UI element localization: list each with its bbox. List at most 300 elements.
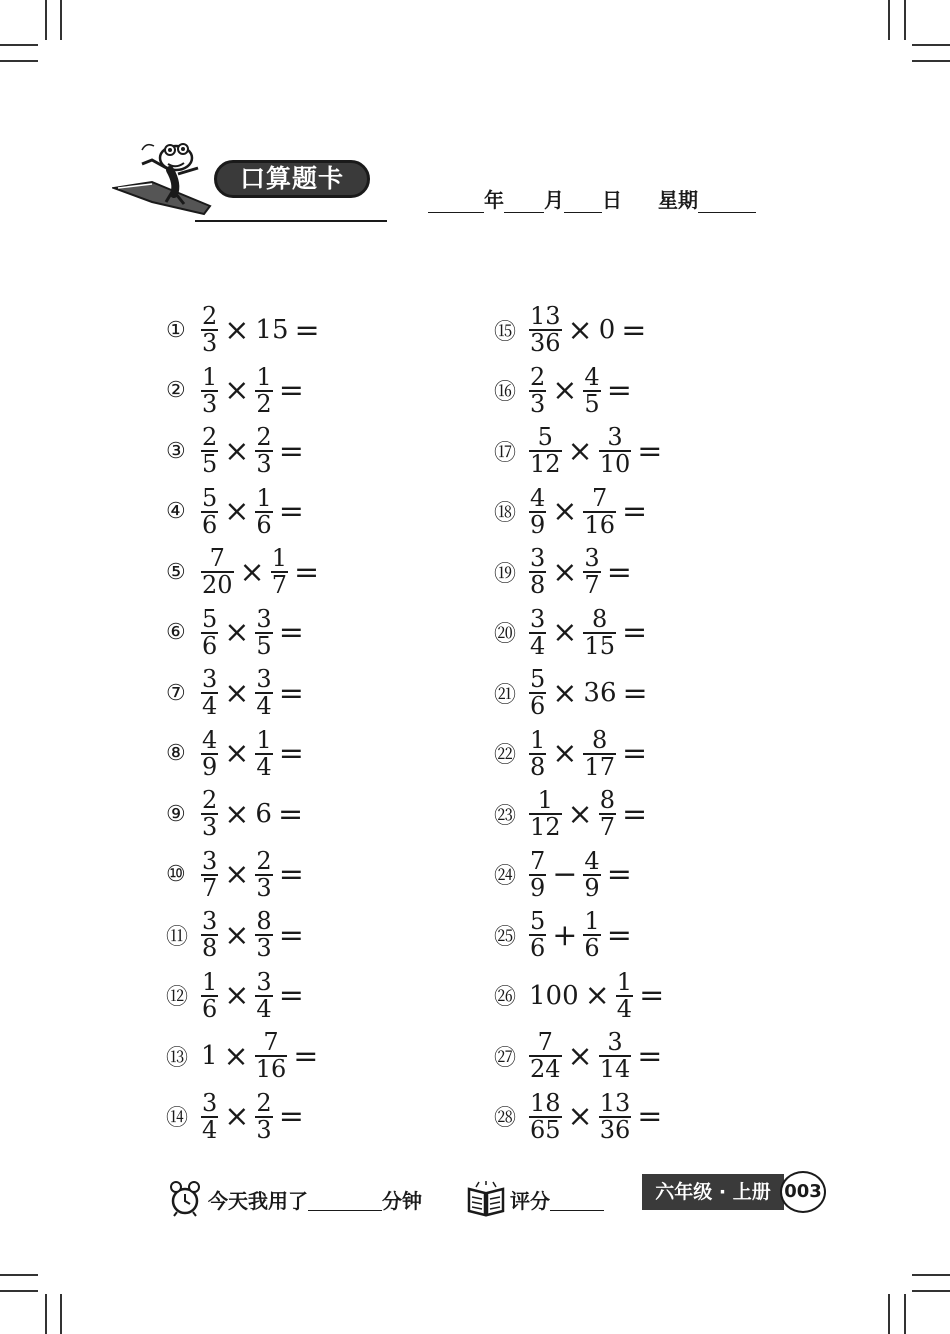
- fraction: [255, 667, 272, 719]
- frog-surfer-mascot-icon: [112, 138, 217, 228]
- numerator: 1: [271, 544, 287, 573]
- operator: ×: [552, 494, 578, 530]
- denominator: 3: [202, 329, 218, 358]
- equals-sign: =: [278, 494, 304, 530]
- fraction: [255, 362, 272, 418]
- problem-item: [494, 1087, 667, 1148]
- denominator: 2: [256, 389, 272, 418]
- operator: ×: [552, 615, 578, 651]
- operator: ×: [224, 373, 250, 409]
- page-title-badge: 口算题卡: [214, 160, 370, 198]
- equals-sign: =: [278, 1099, 304, 1135]
- problem-item: [166, 845, 323, 906]
- denominator: 7: [599, 813, 615, 842]
- fraction: [201, 725, 218, 781]
- denominator: 6: [584, 934, 600, 963]
- problem-number: ㉕: [494, 924, 517, 950]
- denominator: 4: [256, 994, 272, 1023]
- problem-item: [494, 361, 667, 422]
- numerator: 4: [530, 483, 546, 512]
- numerator: 3: [202, 846, 218, 875]
- problem-item: [166, 905, 323, 966]
- month-blank[interactable]: [504, 190, 544, 213]
- problem-item: [166, 724, 323, 785]
- numerator: 2: [202, 302, 218, 331]
- denominator: 65: [530, 1115, 561, 1144]
- denominator: 3: [530, 389, 546, 418]
- numerator: 4: [202, 725, 218, 754]
- operator: ×: [224, 917, 250, 953]
- denominator: 3: [256, 873, 272, 902]
- integer: 1: [201, 1041, 218, 1072]
- numerator: 3: [607, 1028, 623, 1057]
- denominator: 6: [530, 934, 546, 963]
- equals-sign: =: [293, 1038, 319, 1074]
- equals-sign: =: [621, 736, 648, 772]
- numerator: 1: [256, 483, 272, 512]
- grade-volume-label: 六年级 · 上册: [642, 1174, 784, 1210]
- denominator: 6: [202, 510, 218, 539]
- fraction: [583, 909, 600, 961]
- problem-item: [494, 663, 667, 724]
- operator: ×: [224, 433, 250, 469]
- fraction: [529, 483, 546, 539]
- operator: ×: [552, 554, 578, 590]
- denominator: 15: [584, 631, 615, 660]
- numerator: 13: [599, 1088, 631, 1117]
- numerator: 2: [256, 1088, 272, 1117]
- numerator: 3: [256, 604, 272, 633]
- problem-item: [166, 603, 323, 664]
- numerator: 3: [202, 907, 218, 936]
- score-blank[interactable]: [550, 1188, 604, 1211]
- numerator: 7: [263, 1028, 279, 1057]
- fraction: [583, 725, 616, 781]
- operator: ×: [224, 615, 250, 651]
- crop-mark: [0, 60, 38, 62]
- fraction: [255, 483, 272, 539]
- time-blank[interactable]: [308, 1188, 382, 1211]
- problem-number: ⑮: [494, 319, 517, 345]
- equals-sign: =: [278, 615, 304, 651]
- operator: ×: [552, 373, 578, 409]
- denominator: 10: [599, 450, 631, 479]
- operator: ×: [584, 978, 610, 1014]
- fraction: [201, 788, 218, 840]
- denominator: 4: [202, 1115, 218, 1144]
- equals-sign: =: [622, 675, 648, 711]
- operator: −: [552, 857, 578, 893]
- equals-sign: =: [278, 978, 304, 1014]
- integer: 0: [598, 315, 616, 346]
- numerator: 3: [202, 665, 218, 694]
- day-blank[interactable]: [564, 190, 602, 213]
- problem-number: ⑱: [494, 501, 517, 527]
- problem-number: ⑩: [166, 862, 186, 888]
- operator: ×: [552, 736, 578, 772]
- denominator: 17: [584, 752, 615, 781]
- equals-sign: =: [606, 554, 632, 590]
- problem-column-left: [166, 300, 323, 1147]
- denominator: 7: [202, 873, 218, 902]
- fraction: [529, 725, 546, 781]
- fraction: [201, 967, 218, 1023]
- fraction: [616, 967, 633, 1023]
- title-underline: [195, 220, 387, 222]
- fraction: [201, 304, 218, 356]
- fraction: [583, 483, 616, 539]
- equals-sign: =: [639, 978, 665, 1014]
- fraction: [255, 725, 272, 781]
- numerator: 1: [616, 967, 633, 996]
- denominator: 24: [530, 1055, 561, 1084]
- crop-mark: [888, 1294, 890, 1334]
- numerator: 8: [599, 786, 615, 815]
- problem-number: ⑪: [166, 924, 189, 950]
- fraction: [201, 546, 234, 598]
- year-blank[interactable]: [428, 190, 484, 213]
- numerator: 2: [256, 846, 272, 875]
- problem-number: ⑳: [494, 622, 517, 648]
- numerator: 3: [256, 967, 272, 996]
- crop-mark: [912, 1274, 950, 1276]
- problem-number: ㉗: [494, 1045, 517, 1071]
- month-label: 月: [544, 188, 564, 212]
- numerator: 1: [537, 786, 553, 815]
- crop-mark: [904, 0, 906, 40]
- operator: ×: [567, 312, 593, 348]
- denominator: 7: [271, 571, 287, 600]
- numerator: 1: [202, 967, 218, 996]
- operator: ×: [224, 736, 250, 772]
- problem-item: [166, 1087, 323, 1148]
- open-book-icon: [466, 1181, 506, 1217]
- problem-item: [166, 966, 323, 1027]
- crop-mark: [0, 1290, 38, 1292]
- numerator: 3: [530, 544, 546, 573]
- equals-sign: =: [278, 675, 304, 711]
- problem-number: ⑧: [166, 741, 186, 767]
- numerator: 4: [584, 362, 600, 391]
- crop-mark: [60, 0, 62, 40]
- weekday-label: 星期: [658, 188, 698, 212]
- numerator: 1: [202, 362, 218, 391]
- denominator: 20: [202, 571, 233, 600]
- problem-item: [494, 905, 667, 966]
- fraction: [201, 846, 218, 902]
- operator: ×: [224, 1099, 250, 1135]
- numerator: 3: [202, 1088, 218, 1117]
- fraction: [201, 667, 218, 719]
- fraction: [529, 546, 546, 598]
- fraction: [529, 667, 546, 719]
- equals-sign: =: [621, 796, 648, 832]
- page-number: 003: [780, 1171, 826, 1213]
- numerator: 3: [530, 604, 546, 633]
- fraction: [271, 546, 288, 598]
- equals-sign: =: [621, 312, 647, 348]
- denominator: 7: [584, 571, 600, 600]
- crop-mark: [912, 60, 950, 62]
- problem-item: [494, 603, 667, 664]
- numerator: 8: [592, 725, 608, 754]
- problem-number: ㉖: [494, 985, 517, 1011]
- crop-mark: [912, 44, 950, 46]
- equals-sign: =: [278, 857, 304, 893]
- denominator: 6: [202, 631, 218, 660]
- equals-sign: =: [278, 433, 304, 469]
- denominator: 8: [530, 752, 546, 781]
- operator: ×: [224, 494, 250, 530]
- problem-item: [494, 421, 667, 482]
- problem-number: ⑦: [166, 680, 186, 706]
- fraction: [583, 604, 616, 660]
- operator: ×: [224, 675, 250, 711]
- numerator: 13: [530, 302, 561, 331]
- crop-mark: [0, 1274, 38, 1276]
- problem-item: [166, 300, 323, 361]
- date-line: [428, 184, 756, 213]
- equals-sign: =: [293, 554, 320, 590]
- problem-number: ⑫: [166, 985, 189, 1011]
- denominator: 3: [256, 450, 272, 479]
- fraction: [529, 909, 546, 961]
- problem-item: [494, 966, 667, 1027]
- equals-sign: =: [621, 615, 648, 651]
- denominator: 5: [584, 389, 600, 418]
- fraction: [529, 304, 562, 356]
- problem-item: [494, 1026, 667, 1087]
- numerator: 18: [530, 1088, 561, 1117]
- fraction: [255, 1030, 288, 1082]
- equals-sign: =: [278, 917, 304, 953]
- fraction: [255, 425, 272, 477]
- denominator: 4: [256, 752, 272, 781]
- problem-number: ㉓: [494, 803, 517, 829]
- denominator: 4: [256, 692, 272, 721]
- fraction: [583, 362, 600, 418]
- footer-bar: [168, 1180, 604, 1218]
- equals-sign: =: [278, 736, 304, 772]
- crop-mark: [45, 0, 47, 40]
- problem-item: [494, 724, 667, 785]
- problem-number: ③: [166, 438, 186, 464]
- crop-mark: [60, 1294, 62, 1334]
- numerator: 1: [256, 725, 272, 754]
- numerator: 5: [202, 604, 218, 633]
- time-used-label: 今天我用了: [208, 1188, 308, 1213]
- denominator: 9: [202, 752, 218, 781]
- score-label: 评分: [510, 1188, 550, 1213]
- fraction: [201, 604, 218, 660]
- operator: ×: [223, 1038, 249, 1074]
- fraction: [529, 604, 546, 660]
- denominator: 6: [256, 510, 272, 539]
- numerator: 5: [202, 483, 218, 512]
- operator: ×: [239, 554, 265, 590]
- operator: ×: [552, 675, 578, 711]
- equals-sign: =: [621, 494, 648, 530]
- problem-number: ⑯: [494, 380, 517, 406]
- problem-item: [494, 784, 667, 845]
- denominator: 36: [599, 1115, 631, 1144]
- numerator: 2: [202, 786, 218, 815]
- operator: ×: [224, 857, 250, 893]
- problem-item: [166, 784, 323, 845]
- denominator: 3: [202, 389, 218, 418]
- problem-item: [494, 300, 667, 361]
- problem-number: ⑬: [166, 1045, 189, 1071]
- denominator: 9: [584, 873, 600, 902]
- numerator: 5: [537, 423, 553, 452]
- operator: ×: [567, 433, 593, 469]
- denominator: 6: [202, 994, 218, 1023]
- crop-mark: [0, 44, 38, 46]
- numerator: 8: [256, 907, 272, 936]
- problem-column-right: [494, 300, 667, 1147]
- numerator: 2: [202, 423, 218, 452]
- numerator: 5: [530, 907, 546, 936]
- fraction: [529, 846, 546, 902]
- denominator: 12: [530, 813, 561, 842]
- day-label: 日: [602, 188, 622, 212]
- problem-number: ②: [166, 378, 186, 404]
- denominator: 3: [256, 1115, 272, 1144]
- numerator: 3: [584, 544, 600, 573]
- numerator: 7: [530, 846, 546, 875]
- problem-number: ⑲: [494, 561, 517, 587]
- fraction: [583, 846, 600, 902]
- denominator: 36: [530, 329, 561, 358]
- fraction: [255, 846, 272, 902]
- denominator: 4: [202, 692, 218, 721]
- fraction: [255, 1088, 272, 1144]
- operator: ×: [567, 1038, 593, 1074]
- year-label: 年: [484, 188, 504, 212]
- problem-number: ㉑: [494, 682, 517, 708]
- problem-number: ㉘: [494, 1106, 517, 1132]
- denominator: 5: [202, 450, 218, 479]
- equals-sign: =: [637, 1099, 663, 1135]
- operator: ×: [567, 1099, 593, 1135]
- denominator: 14: [599, 1055, 631, 1084]
- problem-number: ⑨: [166, 801, 186, 827]
- fraction: [201, 1088, 218, 1144]
- operator: ×: [224, 796, 250, 832]
- problem-number: ①: [166, 317, 186, 343]
- fraction: [201, 483, 218, 539]
- equals-sign: =: [606, 917, 632, 953]
- denominator: 16: [584, 510, 615, 539]
- fraction: [599, 1030, 632, 1082]
- equals-sign: =: [278, 373, 304, 409]
- operator: +: [552, 917, 578, 953]
- crop-mark: [912, 1290, 950, 1292]
- weekday-blank[interactable]: [698, 190, 756, 213]
- fraction: [599, 425, 632, 477]
- denominator: 8: [202, 934, 218, 963]
- equals-sign: =: [606, 857, 632, 893]
- problem-item: [494, 542, 667, 603]
- equals-sign: =: [277, 796, 304, 832]
- crop-mark: [45, 1294, 47, 1334]
- fraction: [255, 909, 272, 961]
- problem-number: ⑭: [166, 1106, 189, 1132]
- numerator: 5: [530, 665, 546, 694]
- fraction: [529, 362, 546, 418]
- problem-item: [494, 845, 667, 906]
- numerator: 1: [584, 907, 600, 936]
- operator: ×: [567, 796, 593, 832]
- problem-item: [166, 1026, 323, 1087]
- denominator: 16: [255, 1055, 287, 1084]
- fraction: [201, 909, 218, 961]
- denominator: 4: [530, 631, 546, 660]
- fraction: [599, 1088, 632, 1144]
- fraction: [529, 1088, 562, 1144]
- problem-item: [166, 361, 323, 422]
- fraction: [529, 1030, 562, 1082]
- problem-number: ⑥: [166, 620, 186, 646]
- numerator: 2: [256, 423, 272, 452]
- equals-sign: =: [606, 373, 632, 409]
- numerator: 2: [530, 362, 546, 391]
- denominator: 3: [256, 934, 272, 963]
- fraction: [599, 788, 616, 840]
- denominator: 3: [202, 813, 218, 842]
- problem-number: ④: [166, 499, 186, 525]
- integer: 6: [255, 799, 272, 830]
- denominator: 4: [616, 994, 633, 1023]
- numerator: 1: [530, 725, 546, 754]
- fraction: [529, 425, 562, 477]
- denominator: 9: [530, 510, 546, 539]
- alarm-clock-icon: [168, 1180, 202, 1218]
- fraction: [255, 967, 272, 1023]
- equals-sign: =: [637, 1038, 663, 1074]
- equals-sign: =: [294, 312, 320, 348]
- denominator: 8: [530, 571, 546, 600]
- numerator: 3: [607, 423, 623, 452]
- fraction: [201, 362, 218, 418]
- integer: 15: [255, 315, 289, 346]
- integer: 100: [529, 980, 579, 1011]
- crop-mark: [904, 1294, 906, 1334]
- problem-item: [494, 482, 667, 543]
- fraction: [529, 788, 562, 840]
- denominator: 6: [530, 692, 546, 721]
- numerator: 4: [584, 846, 600, 875]
- problem-number: ㉒: [494, 743, 517, 769]
- denominator: 5: [256, 631, 272, 660]
- fraction: [583, 546, 600, 598]
- integer: 36: [583, 678, 617, 709]
- problem-number: ⑤: [166, 559, 186, 585]
- numerator: 8: [592, 604, 608, 633]
- numerator: 7: [209, 544, 225, 573]
- fraction: [201, 425, 218, 477]
- numerator: 3: [256, 665, 272, 694]
- numerator: 7: [537, 1028, 553, 1057]
- problem-item: [166, 421, 323, 482]
- problem-number: ⑰: [494, 440, 517, 466]
- problem-item: [166, 482, 323, 543]
- denominator: 9: [530, 873, 546, 902]
- minutes-label: 分钟: [382, 1188, 422, 1213]
- numerator: 7: [592, 483, 608, 512]
- crop-mark: [888, 0, 890, 40]
- fraction: [255, 604, 272, 660]
